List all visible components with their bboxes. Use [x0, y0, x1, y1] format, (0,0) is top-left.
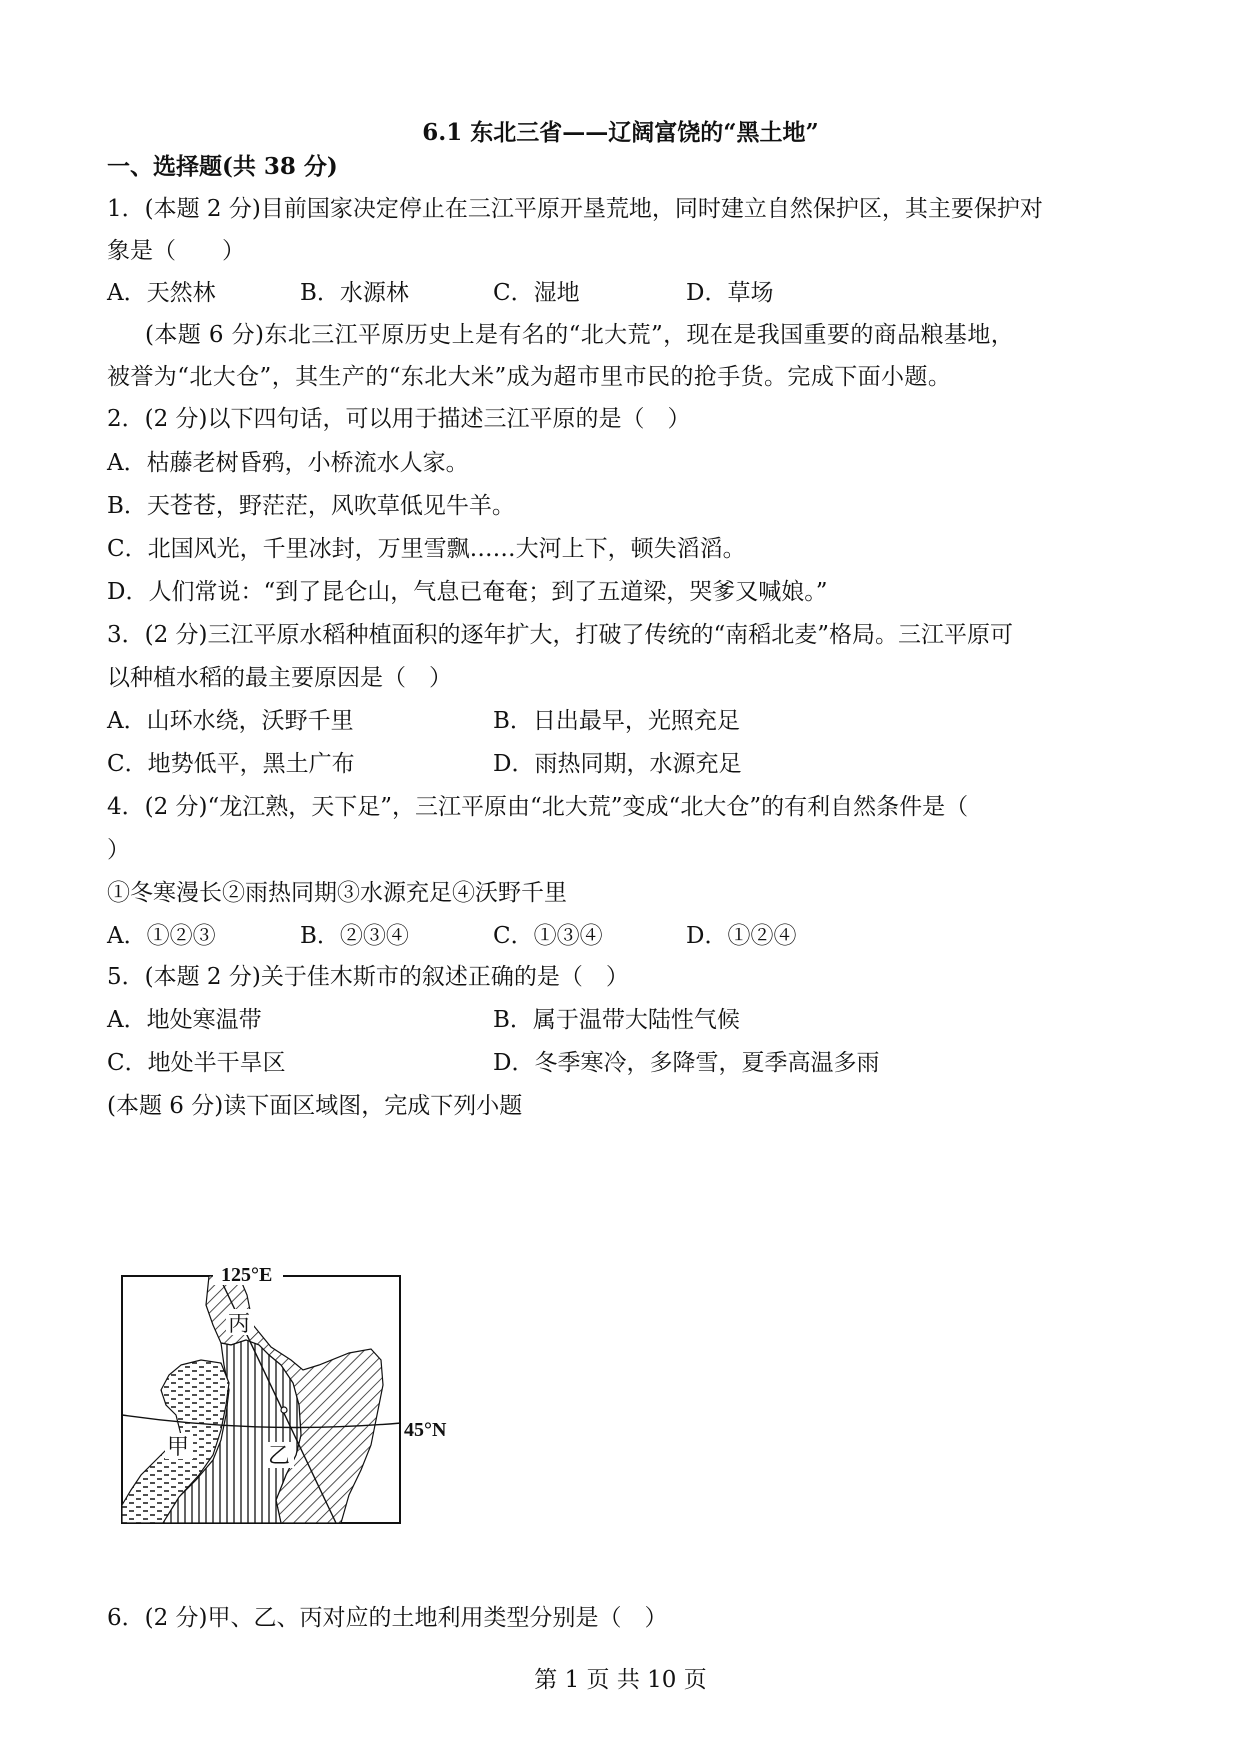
- page-footer: 第 1 页 共 10 页: [534, 1667, 707, 1693]
- q2-stem: 2．(2 分)以下四句话，可以用于描述三江平原的是（ ）: [107, 406, 691, 432]
- q3-option-d: D．雨热同期，水源充足: [493, 751, 742, 777]
- q5-option-d: D．冬季寒冷，多降雪，夏季高温多雨: [493, 1050, 880, 1076]
- q5-option-c: C．地处半干旱区: [107, 1050, 286, 1076]
- intro1-line1: (本题 6 分)东北三江平原历史上是有名的“北大荒”，现在是我国重要的商品粮基地，: [145, 322, 1015, 348]
- q3-option-b: B．日出最早，光照充足: [493, 708, 740, 734]
- q3-option-a: A．山环水绕，沃野千里: [107, 708, 354, 734]
- q1-stem-line2: 象是（ ）: [107, 238, 245, 264]
- q1-option-a: A．天然林: [107, 280, 216, 306]
- q6-stem: 6．(2 分)甲、乙、丙对应的土地利用类型分别是（ ）: [107, 1605, 668, 1631]
- q4-stem-line2: ）: [107, 837, 130, 863]
- q2-option-b: B．天苍苍，野茫茫，风吹草低见牛羊。: [107, 493, 515, 519]
- q3-stem-line1: 3．(2 分)三江平原水稻种植面积的逐年扩大，打破了传统的“南稻北麦”格局。三江平原可: [107, 622, 1014, 648]
- q1-option-b: B．水源林: [300, 280, 409, 306]
- latitude-label: 45°N: [404, 1419, 447, 1441]
- q5-option-a: A．地处寒温带: [107, 1007, 262, 1033]
- q1-option-d: D．草场: [686, 280, 774, 306]
- q4-stem-line1: 4．(2 分)“龙江熟，天下足”，三江平原由“北大荒”变成“北大仓”的有利自然条件是（: [107, 794, 969, 820]
- region-b-label: 乙: [268, 1444, 291, 1469]
- q5-option-b: B．属于温带大陆性气候: [493, 1007, 740, 1033]
- q2-option-a: A．枯藤老树昏鸦，小桥流水人家。: [107, 450, 469, 476]
- q3-stem-line2: 以种植水稻的最主要原因是（ ）: [107, 665, 452, 691]
- intro1-line2: 被誉为“北大仓”，其生产的“东北大米”成为超市里市民的抢手货。完成下面小题。: [107, 364, 952, 390]
- q4-option-c: C．①③④: [493, 923, 603, 949]
- q2-option-d: D．人们常说：“到了昆仑山，气息已奄奄；到了五道梁，哭爹又喊娘。”: [107, 579, 828, 605]
- city-marker: [281, 1407, 287, 1413]
- page-title: 6.1 东北三省——辽阔富饶的“黑土地”: [422, 119, 819, 146]
- q1-stem-line1: 1．(本题 2 分)目前国家决定停止在三江平原开垦荒地，同时建立自然保护区，其主要保护对: [107, 196, 1043, 222]
- region-a-label: 甲: [167, 1435, 190, 1460]
- intro2: (本题 6 分)读下面区域图，完成下列小题: [107, 1093, 523, 1119]
- q4-option-b: B．②③④: [300, 923, 409, 949]
- q4-conditions: ①冬寒漫长②雨热同期③水源充足④沃野千里: [107, 880, 567, 906]
- q2-option-c: C．北国风光，千里冰封，万里雪飘……大河上下，顿失滔滔。: [107, 536, 746, 562]
- longitude-label: 125°E: [221, 1265, 273, 1286]
- region-c-label: 丙: [228, 1312, 251, 1337]
- q5-stem: 5．(本题 2 分)关于佳木斯市的叙述正确的是（ ）: [107, 964, 629, 990]
- q4-option-d: D．①②④: [686, 923, 797, 949]
- q3-option-c: C．地势低平，黑土广布: [107, 751, 355, 777]
- region-map: [121, 1265, 491, 1565]
- q1-option-c: C．湿地: [493, 280, 580, 306]
- q4-option-a: A．①②③: [107, 923, 216, 949]
- section-heading: 一、选择题(共 38 分): [107, 153, 338, 180]
